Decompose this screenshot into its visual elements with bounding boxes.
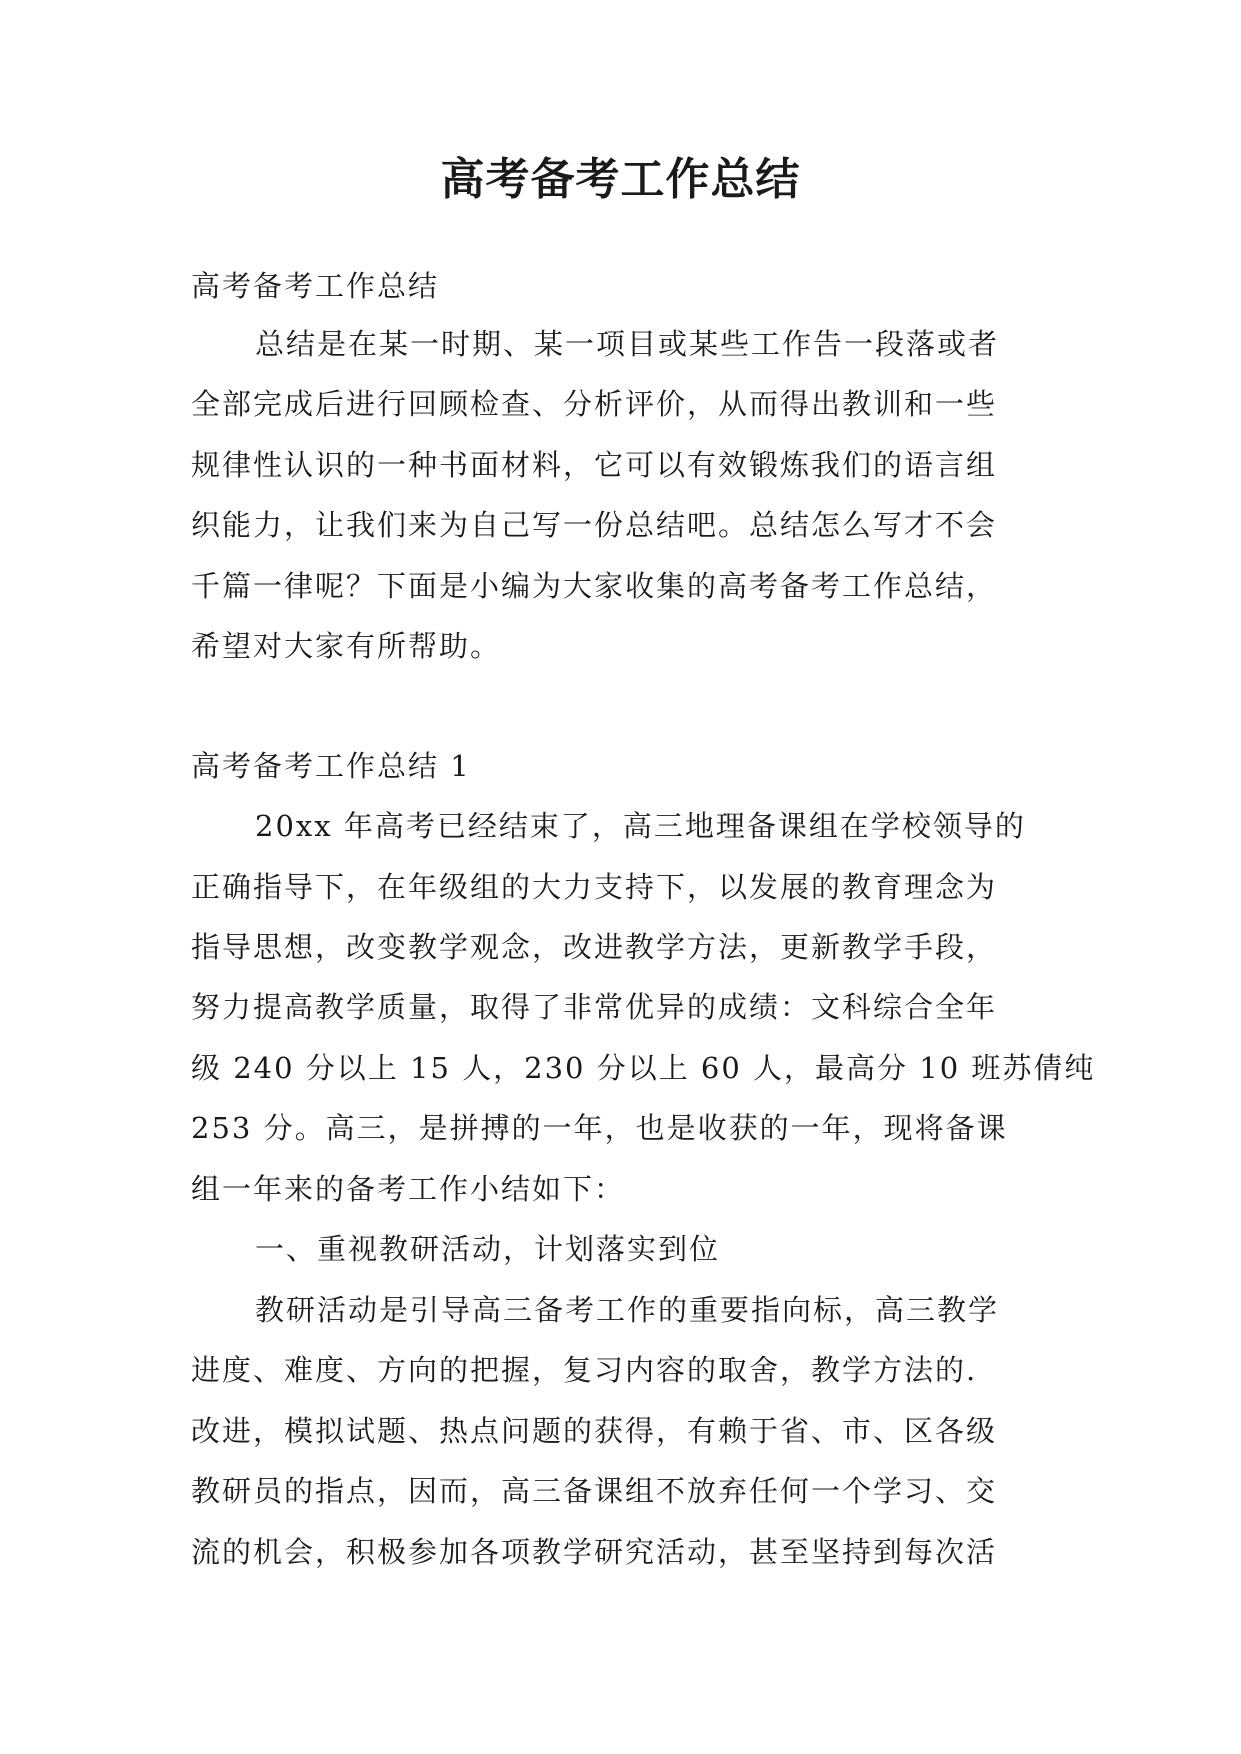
point-line: 流的机会，积极参加各项教学研究活动，甚至坚持到每次活	[191, 1535, 998, 1569]
point-line: 进度、难度、方向的把握，复习内容的取舍，教学方法的.	[191, 1353, 978, 1387]
section-line: 正确指导下，在年级组的大力支持下，以发展的教育理念为	[191, 870, 998, 904]
section-line: 指导思想，改变教学观念，改进教学方法，更新教学手段，	[191, 930, 998, 964]
document-title: 高考备考工作总结	[440, 154, 801, 205]
section-line: 20xx 年高考已经结束了，高三地理备课组在学校领导的	[255, 809, 1026, 843]
section-line: 253 分。高三，是拼搏的一年，也是收获的一年，现将备课	[191, 1111, 1008, 1145]
intro-line: 千篇一律呢？下面是小编为大家收集的高考备考工作总结，	[191, 569, 998, 603]
intro-line: 希望对大家有所帮助。	[191, 629, 502, 663]
point-heading: 一、重视教研活动，计划落实到位	[255, 1232, 721, 1266]
section-line: 级 240 分以上 15 人，230 分以上 60 人，最高分 10 班苏倩纯	[191, 1051, 1096, 1085]
point-line: 教研活动是引导高三备考工作的重要指向标，高三教学	[255, 1293, 1000, 1327]
section-heading: 高考备考工作总结 1	[191, 749, 471, 783]
intro-line: 规律性认识的一种书面材料，它可以有效锻炼我们的语言组	[191, 448, 998, 482]
intro-line: 织能力，让我们来为自己写一份总结吧。总结怎么写才不会	[191, 508, 998, 542]
section-line: 组一年来的备考工作小结如下：	[191, 1172, 626, 1206]
subtitle: 高考备考工作总结	[191, 269, 440, 303]
section-line: 努力提高教学质量，取得了非常优异的成绩：文科综合全年	[191, 990, 998, 1024]
intro-line: 全部完成后进行回顾检查、分析评价，从而得出教训和一些	[191, 387, 998, 421]
point-line: 教研员的指点，因而，高三备课组不放弃任何一个学习、交	[191, 1474, 998, 1508]
point-line: 改进，模拟试题、热点问题的获得，有赖于省、市、区各级	[191, 1414, 998, 1448]
intro-line: 总结是在某一时期、某一项目或某些工作告一段落或者	[255, 327, 1000, 361]
